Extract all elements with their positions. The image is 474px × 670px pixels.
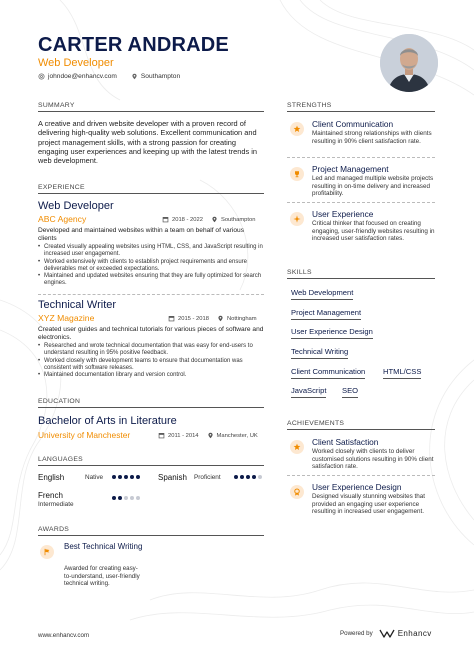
achievement-description: Designed visually stunning websites that provided an engaging user experience resulting in increased user engagement.: [312, 493, 426, 516]
job-dates-text: 2015 - 2018: [178, 315, 209, 322]
job-bullet: • Worked extensively with clients to establish project requirements and ensure deliverables met or exceeded expectations.: [38, 259, 264, 274]
email-text: johndoe@enhancv.com: [48, 73, 117, 80]
skills-rule: [287, 278, 435, 279]
languages-heading: LANGUAGES: [38, 456, 84, 463]
achievements-rule: [287, 429, 435, 430]
candidate-role: Web Developer: [38, 57, 114, 69]
skill-tag: Technical Writing: [291, 347, 348, 359]
rating-dot-filled: [112, 475, 116, 479]
degree-title: Bachelor of Arts in Literature: [38, 415, 177, 427]
job-location-text: Southampton: [220, 216, 256, 223]
rating-dot-filled: [130, 475, 134, 479]
achievement-description: Worked closely with clients to deliver customised solutions resulting in 90% client satisfaction rate.: [312, 448, 434, 471]
job-bullet: • Created visually appealing websites using HTML, CSS, and JavaScript resulting in increased user engagement.: [38, 244, 264, 259]
calendar-icon: [168, 315, 175, 322]
award-title: Best Technical Writing: [64, 542, 143, 551]
brand-name: Enhancv: [397, 629, 432, 638]
language-level: Intermediate: [38, 501, 74, 508]
strengths-heading: STRENGTHS: [287, 102, 332, 109]
candidate-name: CARTER ANDRADE: [38, 34, 229, 56]
job-bullet: • Worked closely with development teams to ensure that documentation was consistent with software releases.: [38, 358, 264, 373]
skill-tag: Web Development: [291, 288, 353, 300]
job-bullet: • Maintained and updated websites ensuring that they are fully optimized for search engines.: [38, 273, 264, 288]
job-location: [217, 315, 257, 322]
job-title: Web Developer: [38, 200, 114, 212]
achievement-title: User Experience Design: [312, 482, 402, 492]
flag-icon: [40, 545, 54, 559]
language-level: Native: [85, 474, 104, 481]
achievement-title: Client Satisfaction: [312, 437, 379, 447]
language-name: Spanish: [158, 473, 187, 482]
job-bullet: • Maintained documentation library and version control.: [38, 372, 264, 379]
rating-dot-filled: [118, 496, 122, 500]
rating-dot-filled: [240, 475, 244, 479]
language-name: French: [38, 491, 63, 500]
award-description: Awarded for creating easy-to-understand, user-friendly technical writing.: [64, 565, 140, 587]
job-dates-text: 2018 - 2022: [172, 216, 203, 223]
job-divider: [38, 294, 264, 295]
rating-dot-filled: [252, 475, 256, 479]
pin-icon: [211, 216, 218, 223]
footer-powered: [340, 629, 432, 638]
calendar-icon: [158, 432, 165, 439]
education-location: [207, 432, 258, 439]
strength-divider: [287, 202, 435, 203]
rating-dot-filled: [136, 475, 140, 479]
job-description: Developed and maintained websites within a team on behalf of various clients: [38, 227, 244, 242]
sparkle-icon: [290, 212, 304, 226]
rating-dot-empty: [130, 496, 134, 500]
summary-heading: SUMMARY: [38, 102, 75, 109]
job-bullets: [38, 244, 264, 288]
skills-heading: SKILLS: [287, 269, 312, 276]
rating-dot-filled: [234, 475, 238, 479]
skill-tag: JavaScript: [291, 386, 326, 398]
strength-description: Led and managed multiple website projects resulting in on-time delivery and increased profitability.: [312, 175, 434, 198]
job-location-text: Nottingham: [226, 315, 257, 322]
brand-logo-icon: [379, 629, 395, 638]
summary-text: A creative and driven website developer with a proven record of delivering high-quality web solutions. Excellent communication and project management skills, with a strong passion for creating engaging user experiences and keeping up with the latest trends in web development.: [38, 119, 257, 166]
education-meta: [158, 432, 258, 439]
job-company: ABC Agency: [38, 214, 87, 224]
job-company: XYZ Magazine: [38, 313, 95, 323]
strength-description: Critical thinker that focused on creating engaging, user-friendly websites resulting in increased user satisfaction rates.: [312, 220, 435, 243]
strength-title: User Experience: [312, 209, 374, 219]
language-name: English: [38, 473, 65, 482]
job-dates: [168, 315, 209, 322]
skill-tag: SEO: [342, 386, 358, 398]
education-rule: [38, 407, 264, 408]
at-icon: [38, 73, 45, 80]
experience-heading: EXPERIENCE: [38, 184, 85, 191]
job-meta: [168, 315, 257, 322]
trophy-icon: [290, 167, 304, 181]
ribbon-icon: [290, 485, 304, 499]
job-bullet: • Researched and wrote technical documentation that was easy for end-users to understand resulting in 95% positive feedback.: [38, 343, 264, 358]
rating-dot-filled: [112, 496, 116, 500]
job-bullets: [38, 343, 264, 379]
powered-by-text: Powered by: [340, 630, 373, 637]
awards-rule: [38, 535, 264, 536]
strength-divider: [287, 157, 435, 158]
skill-tag: Project Management: [291, 308, 361, 320]
job-title: Technical Writer: [38, 299, 117, 311]
skill-tag: HTML/CSS: [383, 367, 421, 379]
strength-title: Client Communication: [312, 119, 394, 129]
experience-rule: [38, 193, 264, 194]
pin-icon: [217, 315, 224, 322]
pin-icon: [207, 432, 214, 439]
contact-bar: [38, 73, 180, 80]
job-location: [211, 216, 255, 223]
languages-rule: [38, 465, 264, 466]
brand-logo[interactable]: [379, 629, 432, 638]
rating-dot-empty: [124, 496, 128, 500]
footer-website[interactable]: www.enhancv.com: [38, 632, 90, 639]
achievement-divider: [287, 475, 435, 476]
achievements-heading: ACHIEVEMENTS: [287, 420, 345, 427]
language-level: Proficient: [194, 474, 221, 481]
language-rating: [112, 496, 140, 500]
language-rating: [234, 475, 262, 479]
rating-dot-empty: [258, 475, 262, 479]
school-name: University of Manchester: [38, 430, 131, 440]
calendar-icon: [162, 216, 169, 223]
summary-rule: [38, 111, 264, 112]
job-description: Created user guides and technical tutorials for various pieces of software and electronics.: [38, 326, 264, 341]
avatar: [380, 34, 438, 92]
rating-dot-filled: [118, 475, 122, 479]
star-icon: [290, 440, 304, 454]
location-contact: [131, 73, 180, 80]
strength-description: Maintained strong relationships with clients resulting in 90% client satisfaction rate.: [312, 130, 432, 145]
education-dates-text: 2011 - 2014: [168, 432, 199, 439]
rating-dot-filled: [124, 475, 128, 479]
strengths-rule: [287, 111, 435, 112]
education-heading: EDUCATION: [38, 398, 81, 405]
location-text: Southampton: [140, 73, 181, 80]
skill-tag: Client Communication: [291, 367, 365, 379]
rating-dot-filled: [246, 475, 250, 479]
education-location-text: Manchester, UK: [216, 432, 258, 439]
job-dates: [162, 216, 203, 223]
strength-title: Project Management: [312, 164, 389, 174]
job-meta: [162, 216, 255, 223]
language-rating: [112, 475, 140, 479]
education-dates: [158, 432, 199, 439]
pin-icon: [131, 73, 138, 80]
rating-dot-empty: [136, 496, 140, 500]
skill-tag: User Experience Design: [291, 327, 373, 339]
email-contact[interactable]: [38, 73, 117, 80]
awards-heading: AWARDS: [38, 526, 70, 533]
star-icon: [290, 122, 304, 136]
